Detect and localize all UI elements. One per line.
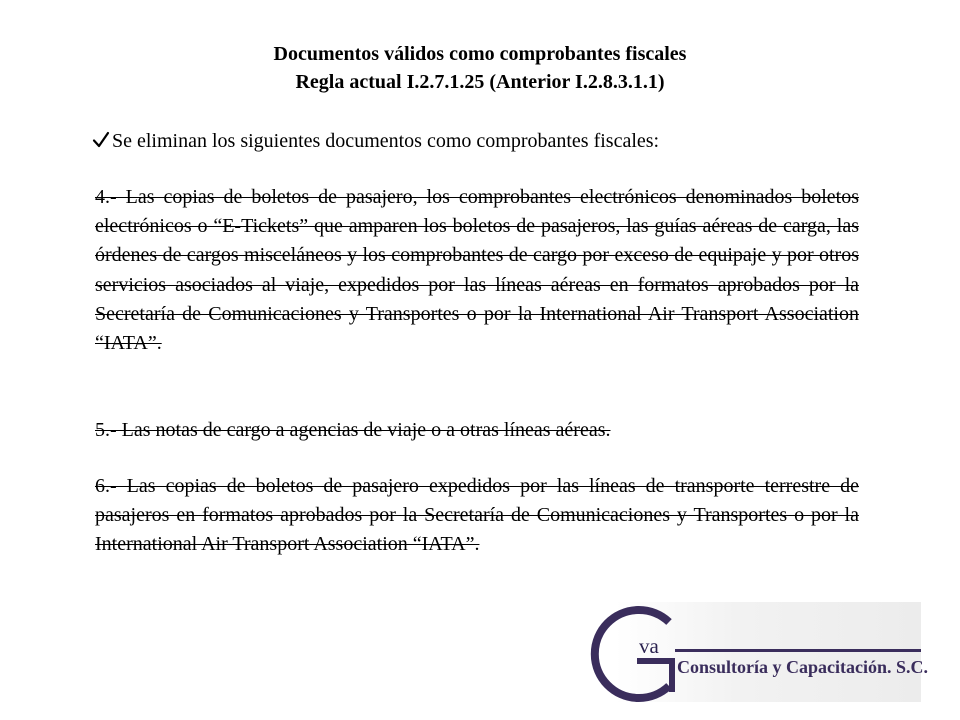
bullet-text: Se eliminan los siguientes documentos como comprobantes fiscales: (112, 130, 660, 152)
item-5-paragraph: 5.- Las notas de cargo a agencias de viaje o a otras líneas aéreas. (95, 419, 611, 441)
bullet-point (92, 127, 872, 155)
item-6-paragraph: 6.- Las copias de boletos de pasajero expedidos por las líneas de transporte terrestre de pasajeros en formatos aprobados por la Secretaría de Comunicaciones y Transportes o por la International Air Transport Association “IATA”. (95, 475, 859, 556)
title-line-2: Regla actual I.2.7.1.25 (Anterior I.2.8.3.1.1) (295, 71, 665, 93)
logo-divider (675, 649, 921, 652)
logo-g-mark-icon (583, 600, 693, 706)
check-icon (92, 131, 110, 149)
page-title (0, 40, 960, 96)
title-line-1: Documentos válidos como comprobantes fiscales (273, 43, 687, 65)
logo-company-name: Consultoría y Capacitación. S.C. (677, 657, 929, 677)
item-4-paragraph: 4.- Las copias de boletos de pasajero, los comprobantes electrónicos denominados boletos electrónicos o “E-Tickets” que amparen los boletos de pasajeros, las guías aéreas de carga, las órdenes de cargos misceláneos y los comprobantes de cargo por exceso de equipaje y por otros servicios asociados al viaje, expedidos por las líneas aéreas en formatos aprobados por la Secretaría de Comunicaciones y Transportes o por la International Air Transport Association “IATA”. (95, 186, 859, 355)
logo-initials: va (639, 634, 659, 658)
company-logo (583, 600, 929, 706)
